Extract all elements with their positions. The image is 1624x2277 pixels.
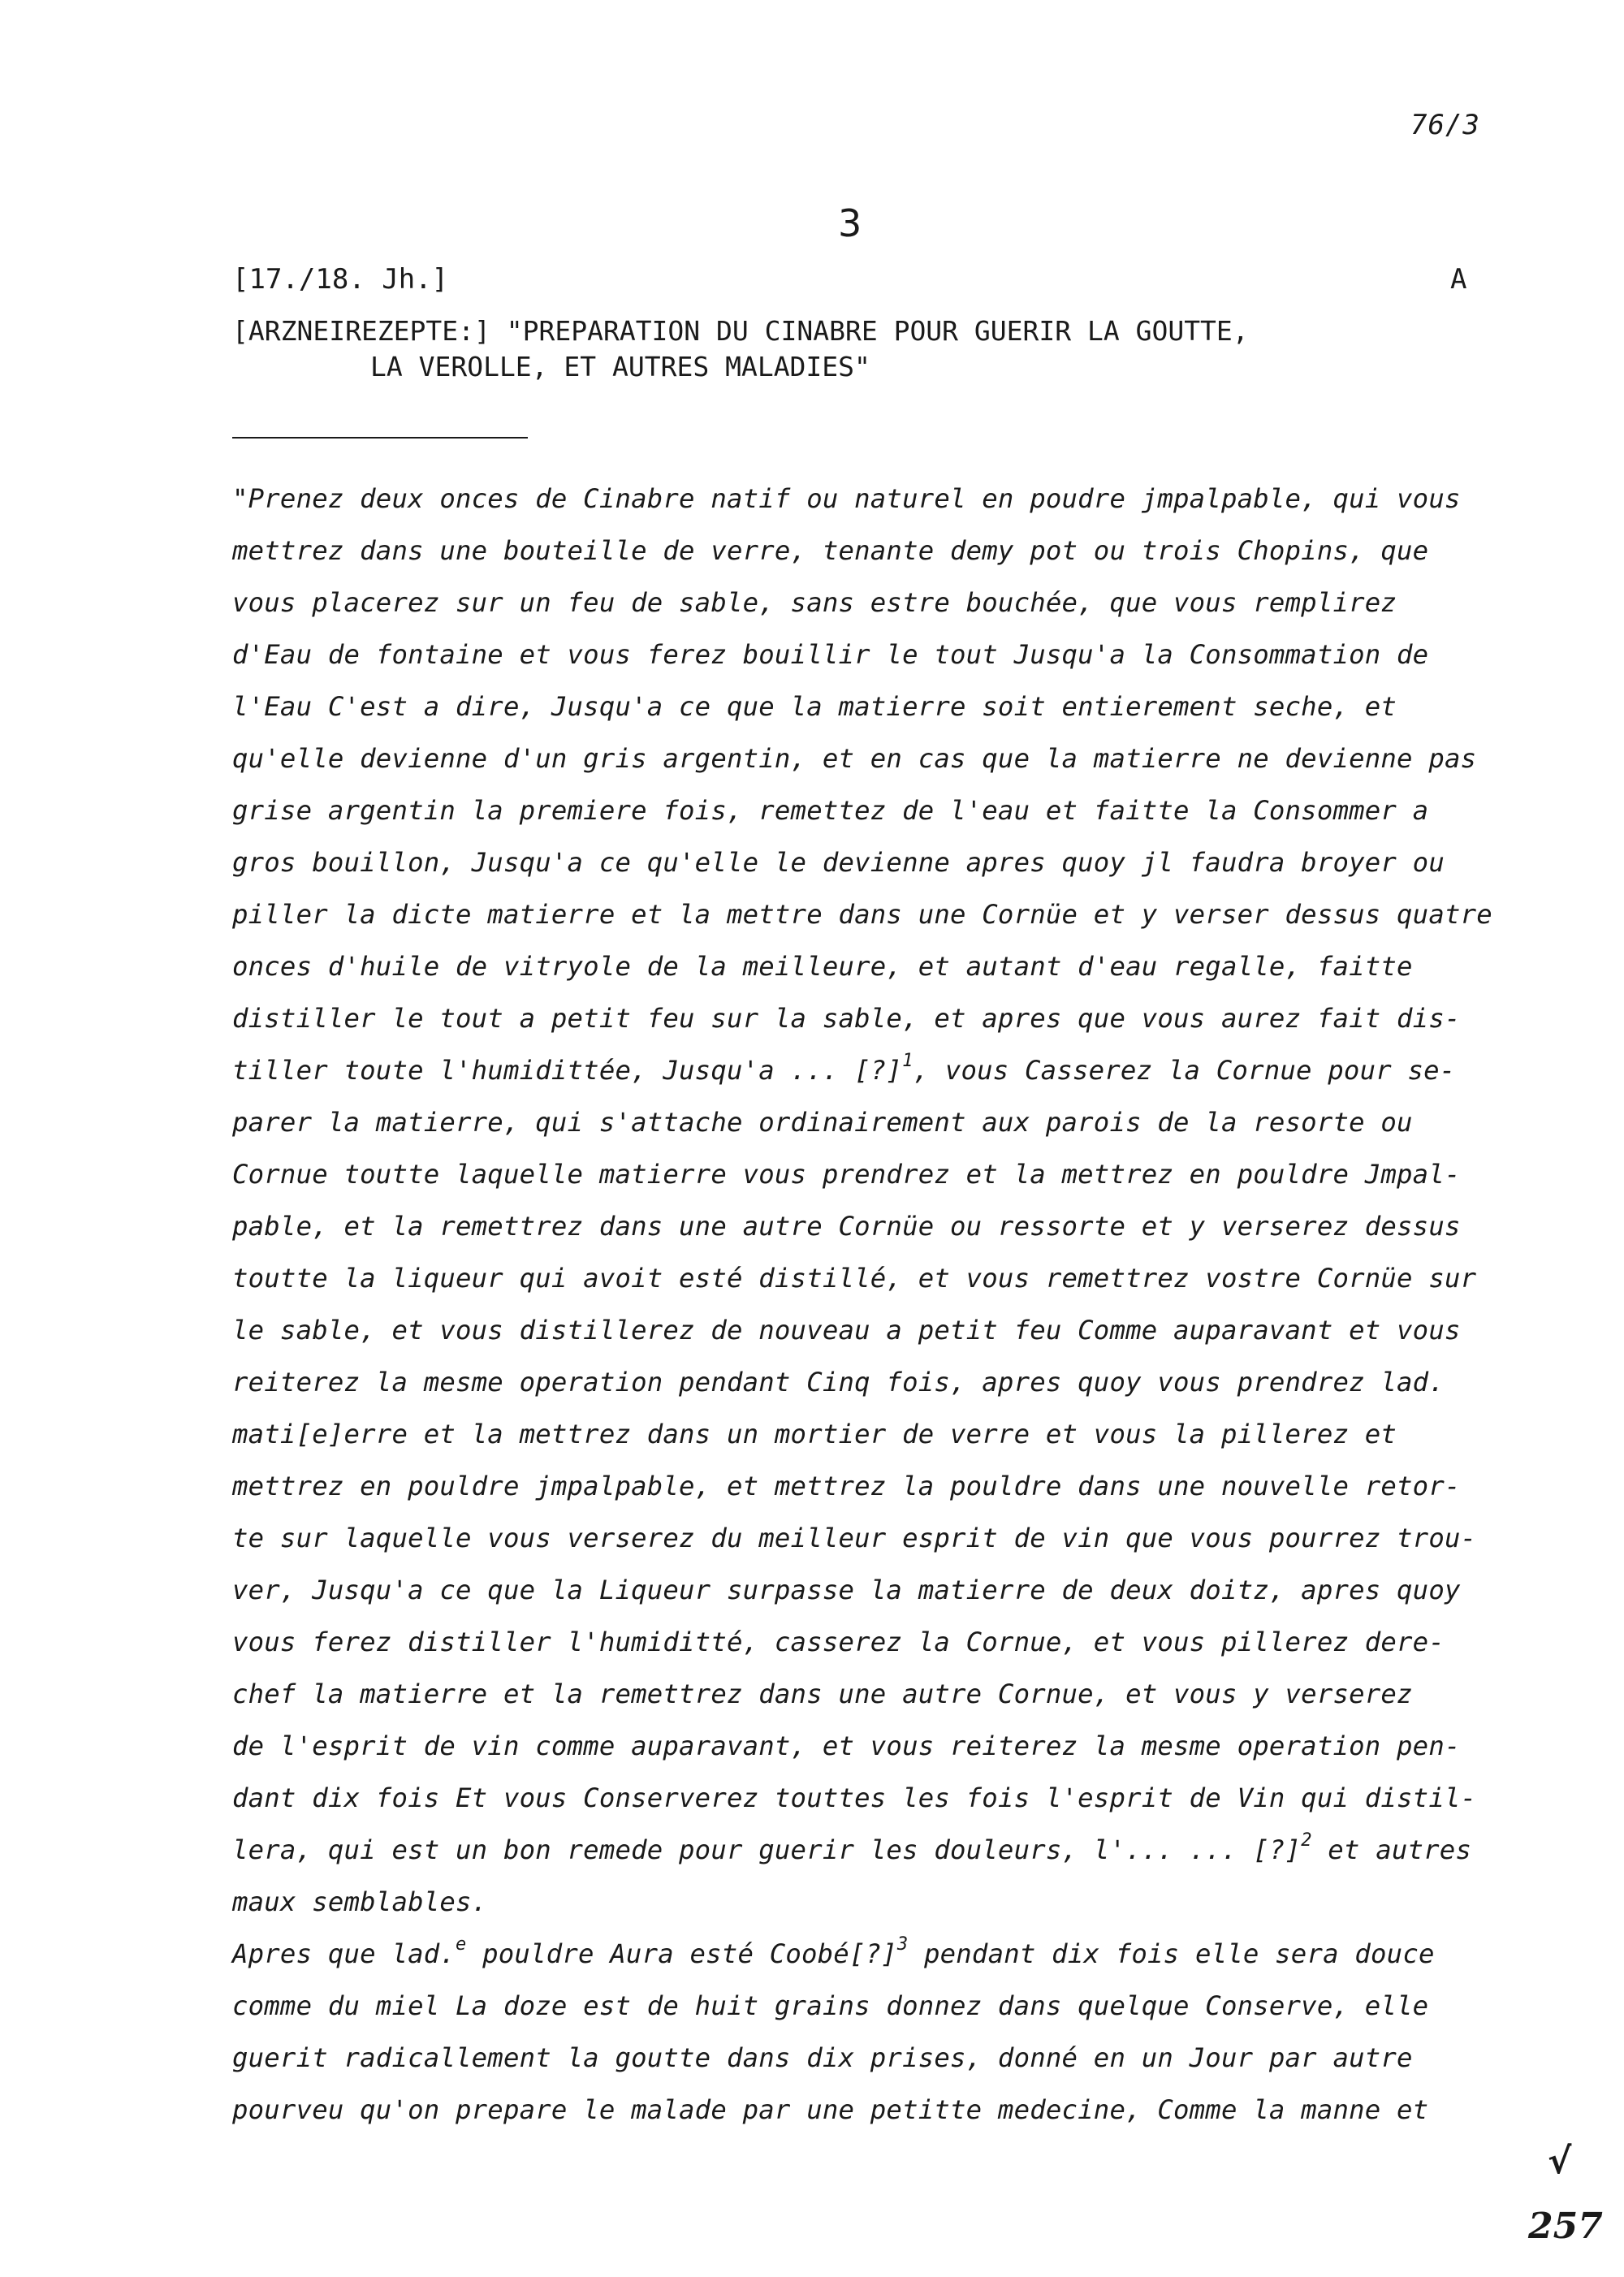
body-line: mati[e]erre et la mettrez dans un mortier de verre et vous la pillerez et [232,1419,1397,1450]
body-line: qu'elle devienne d'un gris argentin, et en cas que la matierre ne devienne pas [232,743,1477,774]
body-line: toutte la liqueur qui avoit esté distillé, et vous remettrez vostre Cornüe sur [232,1263,1477,1294]
footnote-marker-2: 2 [1301,1830,1312,1851]
body-line: d'Eau de fontaine et vous ferez bouillir le tout Jusqu'a la Consommation de [232,639,1429,670]
body-line: comme du miel La doze est de huit grains donnez dans quelque Conserve, elle [232,1990,1429,2021]
body-line-footnote-3 [232,1928,1531,1980]
body-line: l'Eau C'est a dire, Jusqu'a ce que la matierre soit entierement seche, et [232,691,1397,722]
body-line-footnote-1 [232,1044,1531,1096]
body-line: parer la matierre, qui s'attache ordinairement aux parois de la resorte ou [232,1107,1413,1138]
body-line-text: lera, qui est un bon remede pour guerir les douleurs, l'... ... [?] [232,1834,1302,1865]
body-line-text: Apres que lad. [232,1938,456,1969]
body-line: pourveu qu'on prepare le malade par une petitte medecine, Comme la manne et [232,2094,1429,2125]
body-line: grise argentin la premiere fois, remettez de l'eau et faitte la Consommer a [232,795,1429,826]
footnote-marker-1: 1 [902,1051,914,1072]
body-line: guerit radicallement la goutte dans dix prises, donné en un Jour par autre [232,2042,1413,2073]
body-line-footnote-2 [232,1824,1531,1876]
page-reference: 76/3 [1410,109,1480,141]
body-line: "Prenez deux onces de Cinabre natif ou naturel en poudre jmpalpable, qui vous [232,483,1461,514]
body-line: maux semblables. [232,1886,488,1917]
body-line: le sable, et vous distillerez de nouveau a petit feu Comme auparavant et vous [232,1315,1461,1346]
body-line: reiterez la mesme operation pendant Cinq fois, apres quoy vous prendrez lad. [232,1367,1445,1398]
body-line: de l'esprit de vin comme auparavant, et vous reiterez la mesme operation pen- [232,1730,1461,1761]
body-line: dant dix fois Et vous Conserverez touttes les fois l'esprit de Vin qui distil- [232,1782,1477,1813]
title-line-2: LA VEROLLE, ET AUTRES MALADIES" [370,351,870,382]
body-line: chef la matierre et la remettrez dans une autre Cornue, et vous y verserez [232,1679,1413,1709]
body-line-text: pouldre Aura esté Coobé[?] [466,1938,897,1969]
body-line: ver, Jusqu'a ce que la Liqueur surpasse la matierre de deux doitz, apres quoy [232,1575,1461,1605]
body-line: mettrez dans une bouteille de verre, tenante demy pot ou trois Chopins, que [232,535,1429,566]
recipe-body-text [232,473,1531,2136]
body-line: distiller le tout a petit feu sur la sable, et apres que vous aurez fait dis- [232,1003,1461,1034]
body-line: onces d'huile de vitryole de la meilleure, et autant d'eau regalle, faitte [232,951,1413,982]
date-line: [17./18. Jh.] [232,263,449,296]
body-line: piller la dicte matierre et la mettre dans une Cornüe et y verser dessus quatre [232,899,1492,930]
body-line-text: , vous Casserez la Cornue pour se- [913,1055,1456,1086]
body-line: mettrez en pouldre jmpalpable, et mettrez la pouldre dans une nouvelle retor- [232,1471,1461,1501]
check-mark: √ [1548,2141,1572,2182]
title-divider [232,437,528,439]
body-line: gros bouillon, Jusqu'a ce qu'elle le devienne apres quoy jl faudra broyer ou [232,847,1445,878]
document-title [232,313,1499,385]
body-line: te sur laquelle vous verserez du meilleur esprit de vin que vous pourrez trou- [232,1523,1477,1553]
category-letter: A [1450,263,1467,296]
body-line-text: et autres [1311,1834,1472,1865]
document-number: 3 [838,201,862,245]
body-line: pable, et la remettrez dans une autre Cornüe ou ressorte et y verserez dessus [232,1211,1461,1242]
body-line: vous placerez sur un feu de sable, sans estre bouchée, que vous remplirez [232,587,1397,618]
body-line-text: tiller toute l'humidittée, Jusqu'a ... [?] [232,1055,903,1086]
handwritten-folio-number: 257 [1528,2206,1603,2247]
footnote-marker-3: 3 [896,1934,909,1955]
body-line: Cornue toutte laquelle matierre vous prendrez et la mettrez en pouldre Jmpal- [232,1159,1461,1190]
superscript-e: e [456,1934,467,1955]
body-line: vous ferez distiller l'humiditté, casserez la Cornue, et vous pillerez dere- [232,1627,1445,1657]
body-line-text: pendant dix fois elle sera douce [908,1938,1435,1969]
title-line-1: [ARZNEIREZEPTE:] "PREPARATION DU CINABRE POUR GUERIR LA GOUTTE, [232,315,1249,347]
